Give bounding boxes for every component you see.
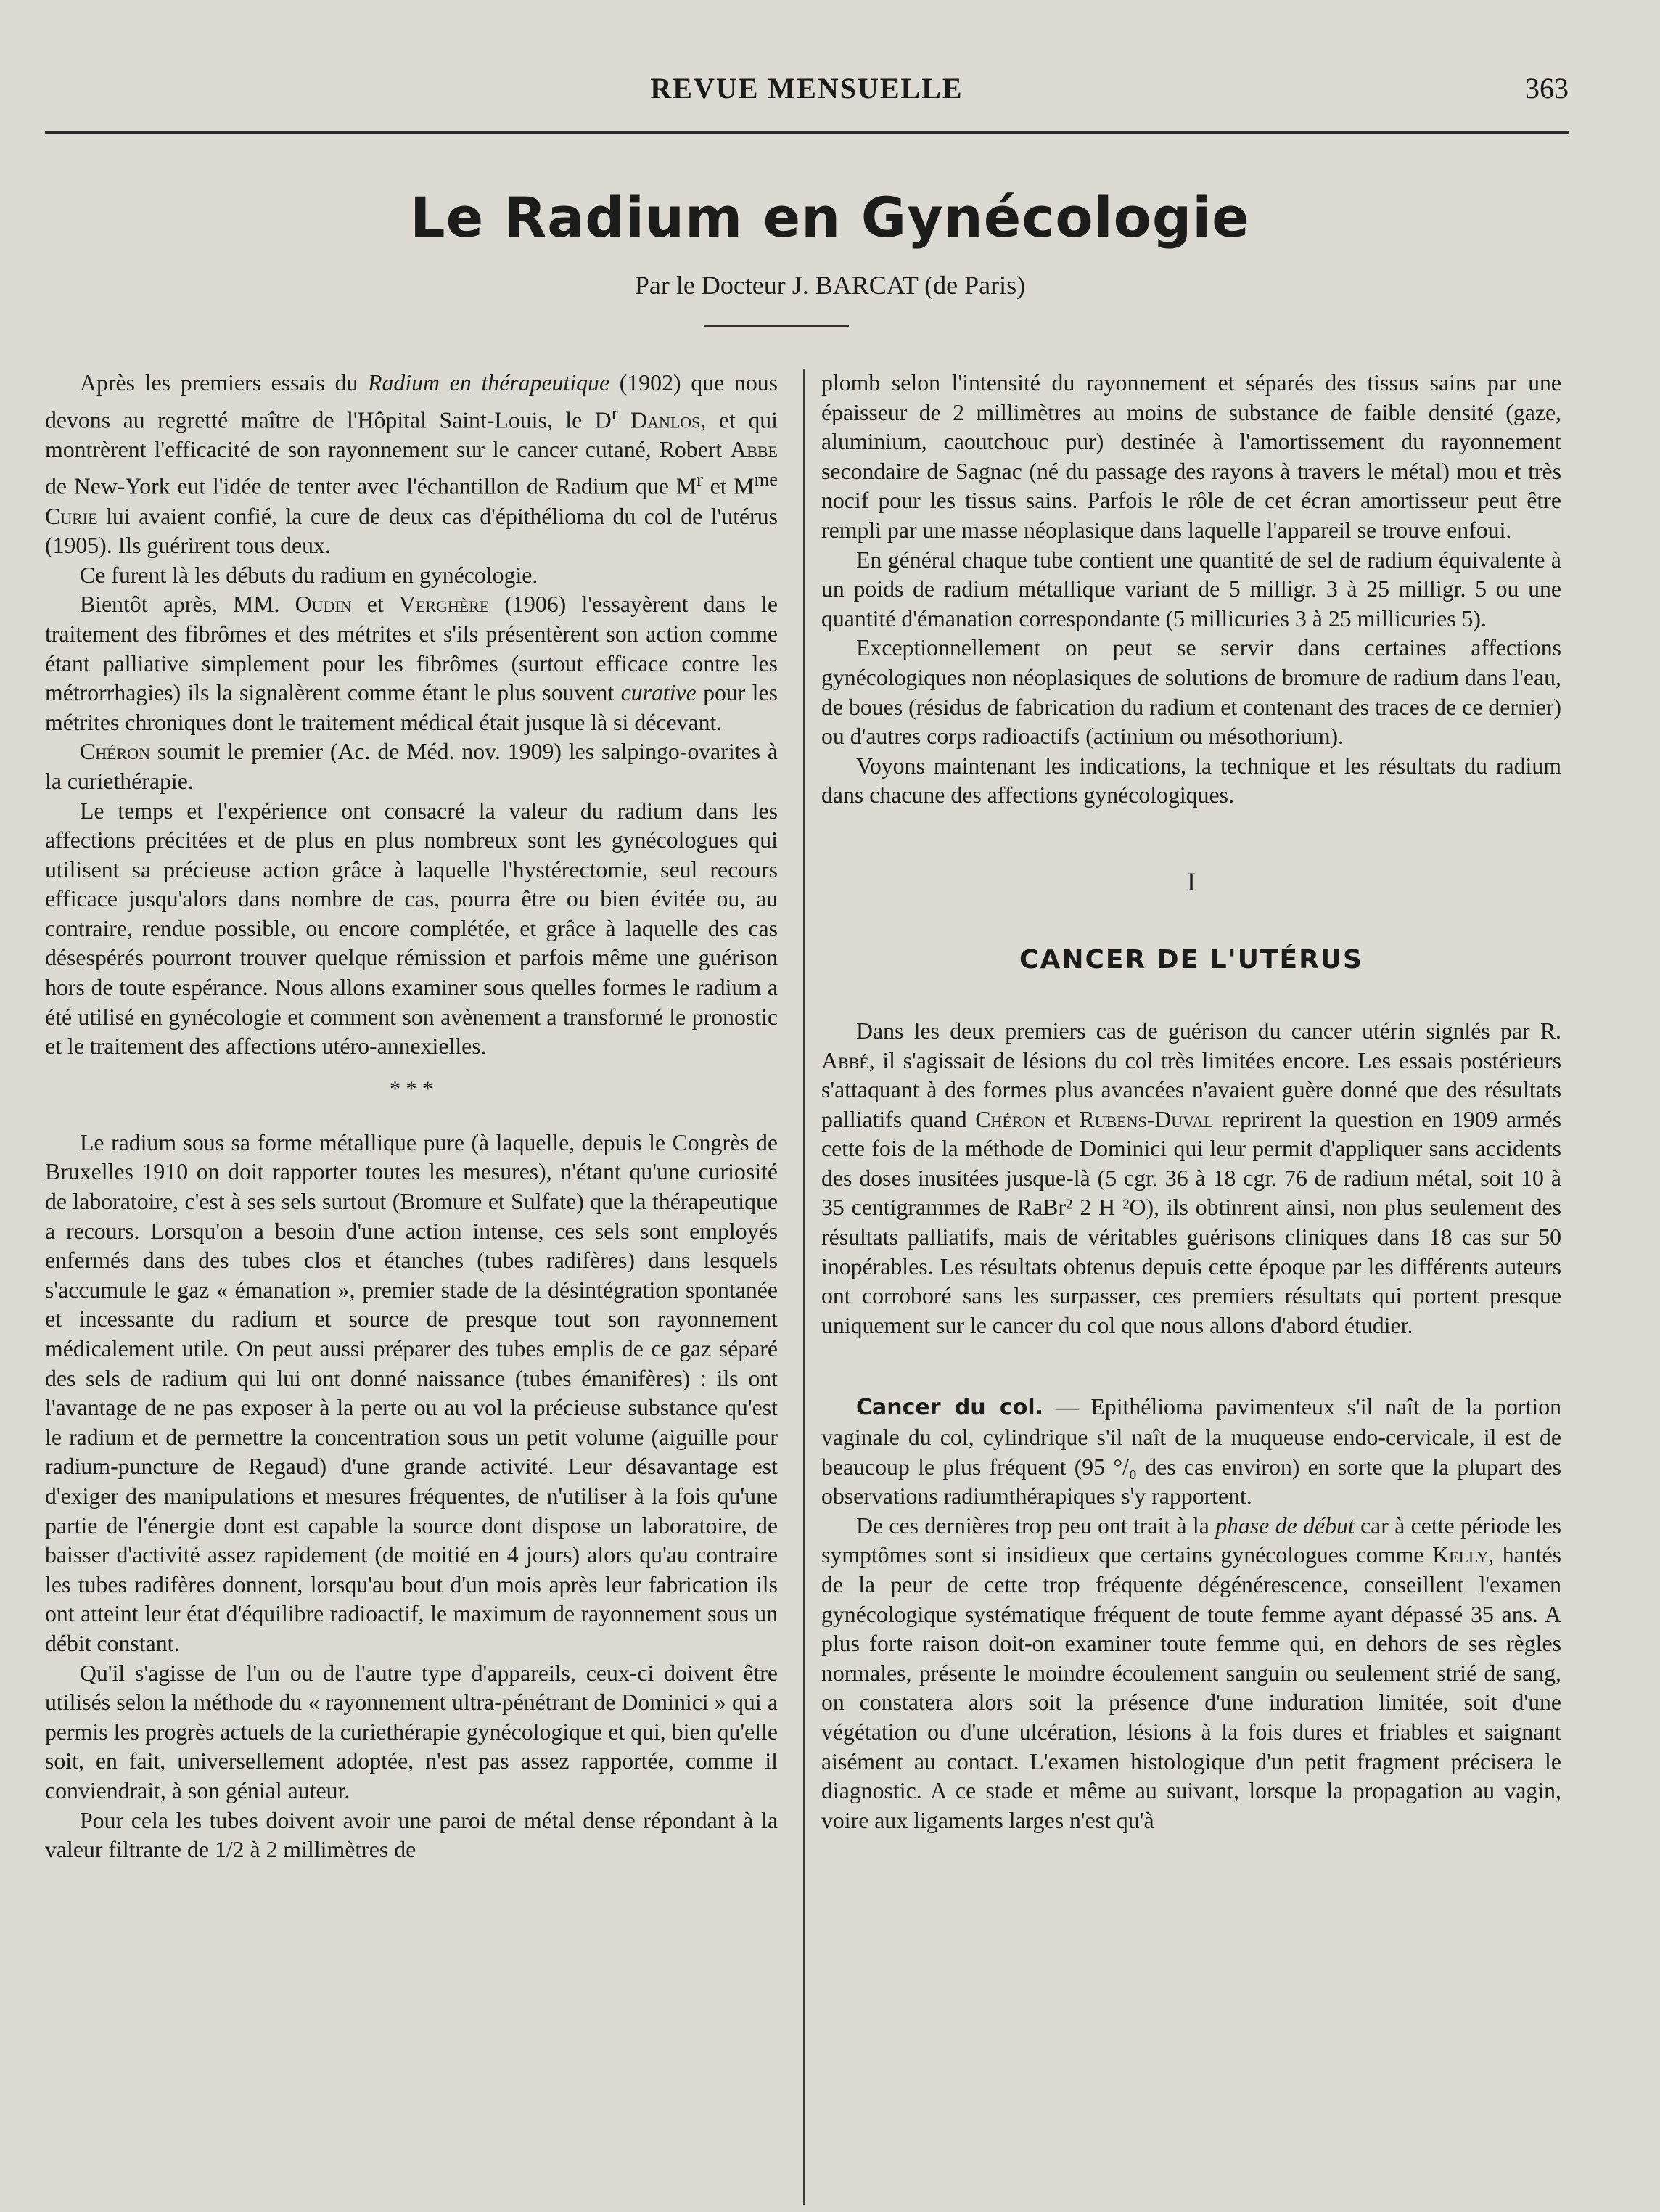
paragraph: Chéron soumit le premier (Ac. de Méd. nov. 1909) les salpingo-ovarites à la curiethérapie. — [45, 739, 778, 794]
running-title: REVUE MENSUELLE — [650, 72, 963, 105]
paragraph: plomb selon l'intensité du rayonnement et séparés des tissus sains par une épaisseur de 2 millimètres au moins de substance de faible densité (gaze, aluminium, caoutchouc pur) destinée à l'amortissement du rayonnement secondaire de Sagnac (né du passage des rayons à travers le métal) mou et très nocif pour les tissus sains. Parfois le rôle de cet écran amortisseur peut être rempli par une masse néoplasique dans laquelle l'appareil se trouve enfoui. — [821, 370, 1561, 543]
title-rule — [704, 325, 849, 327]
paragraph: Exceptionnellement on peut se servir dans certaines affections gynécologiques non néoplasiques de solutions de bromure de radium dans l'eau, de boues (résidus de fabrication du radium et contenant des traces de ce dernier) ou d'autres corps radioactifs (actinium ou mésothorium). — [821, 635, 1561, 750]
paragraph: Le temps et l'expérience ont consacré la valeur du radium dans les affections précitées et de plus en plus nombreux sont les gynécologues qui utilisent sa précieuse action grâce à laquelle l'hystérectomie, seul recours efficace jusqu'alors dans nombre de cas, pourra être ou bien évitée ou, au contraire, rendue possible, ou encore complétée, et grâce à laquelle des cas désespérés pourront trouver quelque rémission et parfois même une guérison hors de toute espérance. Nous allons examiner sous quelles formes le radium a été utilisé en gynécologie et comment son avènement a transformé le pronostic et le traitement des affections utéro-annexielles. — [45, 798, 778, 1060]
page-header — [45, 70, 1569, 134]
paragraph: Pour cela les tubes doivent avoir une paroi de métal dense répondant à la valeur filtrante de 1/2 à 2 millimètres de — [45, 1807, 778, 1863]
paragraph: Cancer du col. — Epithélioma pavimenteux s'il naît de la portion vaginale du col, cylindrique s'il naît de la muqueuse endo-cervicale, il est de beaucoup le plus fréquent (95 °/₀ des cas environ) en sorte que la plupart des observations radiumthérapiques s'y rapportent. — [821, 1394, 1561, 1510]
left-column — [45, 369, 778, 1865]
subsection-heading: Cancer du col. — [856, 1395, 1044, 1421]
section-heading: CANCER DE L'UTÉRUS — [1019, 944, 1363, 975]
article-title: Le Radium en Gynécologie — [410, 185, 1250, 250]
paragraph: Ce furent là les débuts du radium en gynécologie. — [80, 562, 538, 588]
column-divider — [803, 369, 805, 2205]
paragraph: Bientôt après, MM. Oudin et Verghère (1906) l'essayèrent dans le traitement des fibrômes et des métrites et s'ils présentèrent son action comme étant palliative simplement pour les fibrômes (surtout efficace contre les métrorrhagies) ils la signalèrent comme étant le plus souvent curative pour les métrites chroniques dont le traitement médical était jusque là si décevant. — [45, 591, 778, 735]
paragraph: Dans les deux premiers cas de guérison du cancer utérin signlés par R. Abbé, il s'agissait de lésions du col très limitées encore. Les essais postérieurs s'attaquant à des formes plus avancées n'avaient guère donné que des résultats palliatifs quand Chéron et Rubens-Duval reprirent la question en 1909 armés cette fois de la méthode de Dominici qui leur permit d'appliquer sans accidents des doses inusitées jusque-là (5 cgr. 36 à 18 cgr. 76 de radium métal, soit 10 à 35 centigrammes de RaBr² 2 H ²O), ils obtinrent ainsi, non plus seulement des résultats palliatifs, mais de véritables guérisons cliniques dans 18 cas sur 50 inopérables. Les résultats obtenus depuis cette époque par les différents auteurs ont corroboré sans les surpasser, ces premiers résultats qui portent presque uniquement sur le cancer du col que nous allons d'abord étudier. — [821, 1017, 1561, 1338]
paragraph: Voyons maintenant les indications, la technique et les résultats du radium dans chacune des affections gynécologiques. — [821, 753, 1561, 808]
section-numeral: I — [1187, 867, 1196, 896]
paragraph: Qu'il s'agisse de l'un ou de l'autre type d'appareils, ceux-ci doivent être utilisés selon la méthode du « rayonnement ultra-pénétrant de Dominici » qui a permis les progrès actuels de la curiethérapie gynécologique et qui, bien qu'elle soit, en fait, universellement adoptée, n'est pas assez rapportée, comme il conviendrait, à son génial auteur. — [45, 1660, 778, 1803]
right-column — [821, 369, 1561, 1835]
paragraph: Le radium sous sa forme métallique pure (à laquelle, depuis le Congrès de Bruxelles 1910 on doit rapporter toutes les mesures), n'étant qu'une curiosité de laboratoire, c'est à ses sels surtout (Bromure et Sulfate) que la thérapeutique a recours. Lorsqu'on a besoin d'une action intense, ces sels sont employés enfermés dans des tubes clos et étanches (tubes radifères) dans lesquels s'accumule le gaz « émanation », premier stade de la désintégration spontanée et incessante du radium et source de presque tout son rayonnement médicalement utile. On peut aussi préparer des tubes emplis de ce gaz séparé des sels de radium qui lui ont donné naissance (tubes émanifères) : ils ont l'avantage de ne pas exposer à la perte ou au vol la précieuse substance qu'est le radium et de permettre la concentration sous un petit volume (aiguille pour radium-puncture de Regaud) d'une grande activité. Leur désavantage est d'exiger des manipulations et mesures fréquentes, de n'utiliser à la fois qu'une partie de l'énergie dont est capable la source dont dispose un laboratoire, de baisser d'activité assez rapidement (de moitié en 4 jours) alors qu'au contraire les tubes radifères donnent, lorsqu'au bout d'un mois après leur fabrication ils ont atteint leur état d'équilibre radioactif, le maximum de rayonnement sous un débit constant. — [45, 1129, 778, 1656]
page-number: 363 — [1525, 72, 1569, 105]
paragraph: Après les premiers essais du Radium en thérapeutique (1902) que nous devons au regretté maître de l'Hôpital Saint-Louis, le $D^r$ Danlos, et qui montrèrent l'efficacité de son rayonnement sur le cancer cutané, Robert Abbe de New-York eut l'idée de tenter avec l'échantillon de Radium que $M^r$ et $M^{me}$ Curie lui avaient confié, la cure de deux cas d'épithélioma du col de l'utérus (1905). Ils guérirent tous deux. — [45, 370, 778, 559]
byline: Par le Docteur J. BARCAT (de Paris) — [634, 271, 1026, 300]
paragraph: De ces dernières trop peu ont trait à la phase de début car à cette période les symptômes sont si insidieux que certains gynécologues comme Kelly, hantés de la peur de cette trop fréquente dégénérescence, conseillent l'examen gynécologique systématique fréquent de toute femme ayant dépassé 35 ans. A plus forte raison doit-on examiner toute femme qui, en dehors de ses règles normales, présente le moindre écoulement sanguin ou seulement strié de sang, on constatera alors soit la présence d'une induration limitée, soit d'une végétation ou d'une ulcération, lésions à la fois dures et friables et saignant aisément au contact. L'examen histologique d'un petit fragment précisera le diagnostic. A ce stade et même au suivant, lorsque la propagation au vagin, voire aux ligaments larges n'est qu'à — [821, 1512, 1562, 1833]
asterism: * * * — [390, 1076, 433, 1101]
paragraph: En général chaque tube contient une quantité de sel de radium équivalente à un poids de radium métallique variant de 5 milligr. 3 à 25 milligr. 5 ou une quantité d'émanation correspondante (5 millicuries 3 à 25 millicuries 5). — [821, 546, 1561, 631]
